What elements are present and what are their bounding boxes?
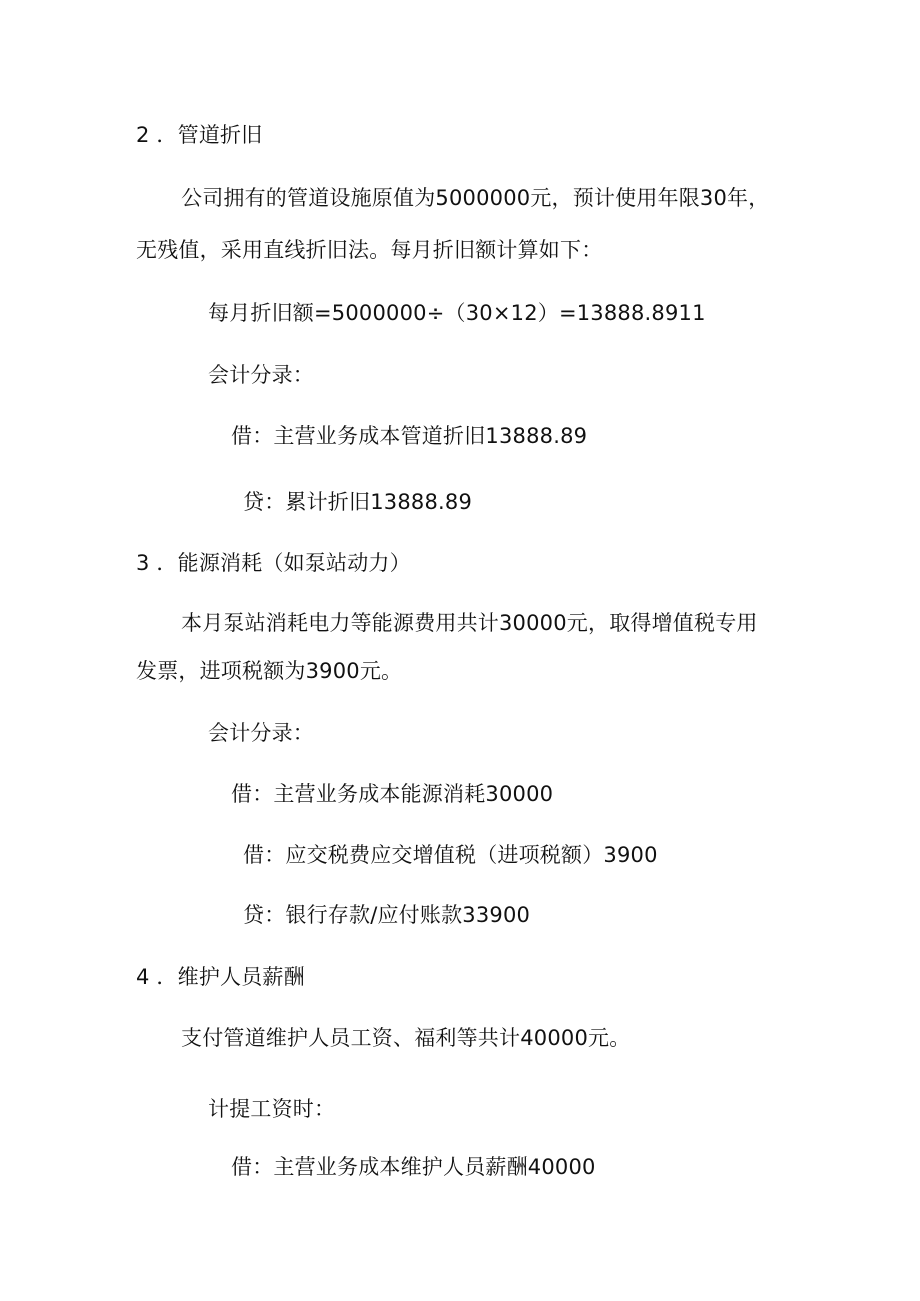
journal-entry: 借：主营业务成本管道折旧13888.89 — [231, 424, 588, 448]
paragraph-line: 无残值，采用直线折旧法。每月折旧额计算如下： — [136, 238, 603, 262]
journal-entry: 借：主营业务成本能源消耗30000 — [231, 782, 554, 806]
section-heading-salary: 4 ．维护人员薪酬 — [136, 965, 305, 989]
entries-label: 会计分录： — [208, 721, 314, 745]
journal-entry: 借：应交税费应交增值税（进项税额）3900 — [243, 843, 658, 867]
journal-entry: 贷：银行存款/应付账款33900 — [243, 903, 531, 927]
paragraph-line: 公司拥有的管道设施原值为5000000元，预计使用年限30年， — [181, 186, 770, 210]
formula-line: 每月折旧额=5000000÷（30×12）=13888.8911 — [208, 301, 706, 325]
paragraph-line: 支付管道维护人员工资、福利等共计40000元。 — [181, 1026, 631, 1050]
entries-label: 会计分录： — [208, 363, 314, 387]
journal-entry: 借：主营业务成本维护人员薪酬40000 — [231, 1155, 596, 1179]
journal-entry: 贷：累计折旧13888.89 — [243, 490, 473, 514]
section-heading-depreciation: 2 ．管道折旧 — [136, 123, 263, 147]
paragraph-line: 本月泵站消耗电力等能源费用共计30000元，取得增值税专用 — [181, 611, 758, 635]
section-heading-energy: 3 ．能源消耗（如泵站动力） — [136, 551, 411, 575]
paragraph-line: 发票，进项税额为3900元。 — [136, 659, 403, 683]
entries-label: 计提工资时： — [208, 1097, 336, 1121]
